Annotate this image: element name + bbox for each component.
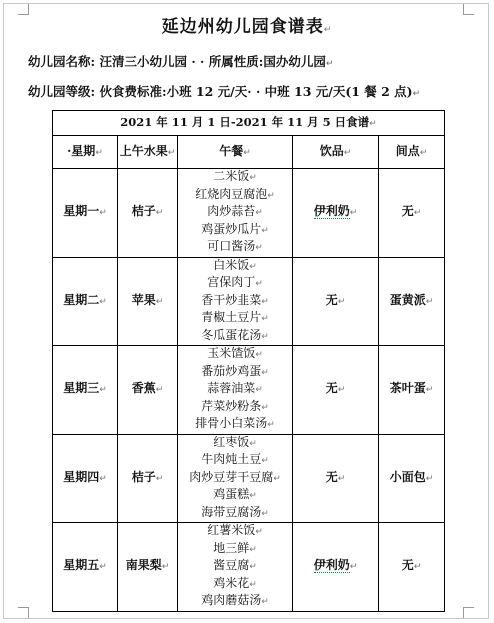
drink-cell: 伊利奶↵	[293, 169, 379, 258]
lunch-item: 鸡蛋炒瓜片↵	[201, 221, 269, 236]
lunch-item: 鸡蛋糕↵	[213, 487, 257, 501]
kindergarten-name-line: 幼儿园名称: 汪清三小幼儿园 · · 所属性质:国办幼儿园	[28, 54, 326, 69]
lunch-item: 二米饭↵	[213, 169, 257, 183]
lunch-item: 青椒土豆片↵	[201, 310, 269, 324]
lunch-item: 白米饭↵	[213, 257, 257, 272]
snack-cell: 无↵	[379, 523, 445, 612]
lunch-item: 鸡米花↵	[213, 575, 257, 590]
lunch-item: 宫保肉丁↵	[207, 275, 263, 289]
lunch-item: 酱豆腐↵	[213, 558, 257, 572]
paragraph-mark: ↵	[412, 89, 421, 99]
header-snack: 间点↵	[379, 136, 445, 169]
date-range-row	[53, 111, 445, 136]
table-row	[53, 257, 445, 346]
menu-table	[52, 110, 445, 612]
lunch-item: 牛肉炖土豆↵	[201, 452, 269, 466]
drink-cell: 无↵	[293, 434, 379, 523]
snack-cell: 小面包↵	[379, 434, 445, 523]
kindergarten-info	[28, 52, 333, 70]
header-lunch: 午餐↵	[178, 136, 293, 169]
lunch-item: 玉米馇饭↵	[207, 346, 263, 360]
table-row	[53, 169, 445, 258]
lunch-item: 红烧肉豆腐泡↵	[195, 186, 275, 201]
fruit-cell: 桔子↵	[118, 434, 178, 523]
paragraph-mark: ↵	[369, 118, 377, 129]
snack-cell: 无↵	[379, 169, 445, 258]
kindergarten-level-info	[28, 82, 420, 100]
day-cell: 星期三↵	[53, 346, 118, 435]
snack-cell: 茶叶蛋↵	[379, 346, 445, 435]
fee-standard-line: 幼儿园等级: 伙食费标准:小班 12 元/天· · 中班 13 元/天(1 餐 2 点)	[28, 84, 413, 99]
lunch-cell	[178, 523, 293, 612]
date-range-cell	[53, 111, 445, 136]
header-fruit: 上午水果↵	[118, 136, 178, 169]
title-text: 延边州幼儿园食谱表	[161, 17, 324, 37]
lunch-item: 番茄炒鸡蛋↵	[201, 363, 269, 378]
fruit-cell: 香蕉↵	[118, 346, 178, 435]
lunch-item: 排骨小白菜汤↵	[195, 416, 275, 430]
header-row	[53, 136, 445, 169]
lunch-item: 肉炒蒜苔↵	[207, 204, 263, 218]
lunch-item: 鸡肉蘑菇汤↵	[201, 593, 269, 607]
lunch-cell	[178, 346, 293, 435]
crop-mark	[463, 607, 474, 618]
lunch-item: 蒜蓉油菜↵	[207, 381, 263, 395]
paragraph-mark: ↵	[325, 59, 334, 69]
table-row	[53, 434, 445, 523]
table-row	[53, 346, 445, 435]
drink-cell: 无↵	[293, 257, 379, 346]
lunch-item: 芹菜炒粉条↵	[201, 398, 269, 413]
table-row	[53, 523, 445, 612]
lunch-item: 可口酱汤↵	[207, 239, 263, 253]
drink-cell: 无↵	[293, 346, 379, 435]
lunch-item: 红枣饭↵	[213, 434, 257, 449]
fruit-cell: 苹果↵	[118, 257, 178, 346]
fruit-cell: 桔子↵	[118, 169, 178, 258]
lunch-cell	[178, 257, 293, 346]
paragraph-mark: ↵	[323, 25, 333, 35]
day-cell: 星期一↵	[53, 169, 118, 258]
snack-cell: 蛋黄派↵	[379, 257, 445, 346]
header-drink: 饮品↵	[293, 136, 379, 169]
lunch-cell	[178, 169, 293, 258]
drink-cell: 伊利奶↵	[293, 523, 379, 612]
day-cell: 星期五↵	[53, 523, 118, 612]
day-cell: 星期四↵	[53, 434, 118, 523]
lunch-item: 香干炒韭菜↵	[201, 292, 269, 307]
header-day: ·星期↵	[53, 136, 118, 169]
lunch-item: 地三鲜↵	[213, 540, 257, 555]
fruit-cell: 南果梨↵	[118, 523, 178, 612]
lunch-item: 肉炒豆芽干豆腐↵	[189, 469, 281, 484]
lunch-item: 冬瓜蛋花汤↵	[201, 327, 269, 342]
date-range: 2021 年 11 月 1 日-2021 年 11 月 5 日食谱	[120, 114, 370, 129]
crop-mark	[18, 607, 29, 618]
day-cell: 星期二↵	[53, 257, 118, 346]
lunch-item: 海带豆腐汤↵	[201, 504, 269, 519]
document-title	[0, 12, 494, 37]
lunch-item: 红薯米饭↵	[207, 523, 263, 537]
lunch-cell	[178, 434, 293, 523]
